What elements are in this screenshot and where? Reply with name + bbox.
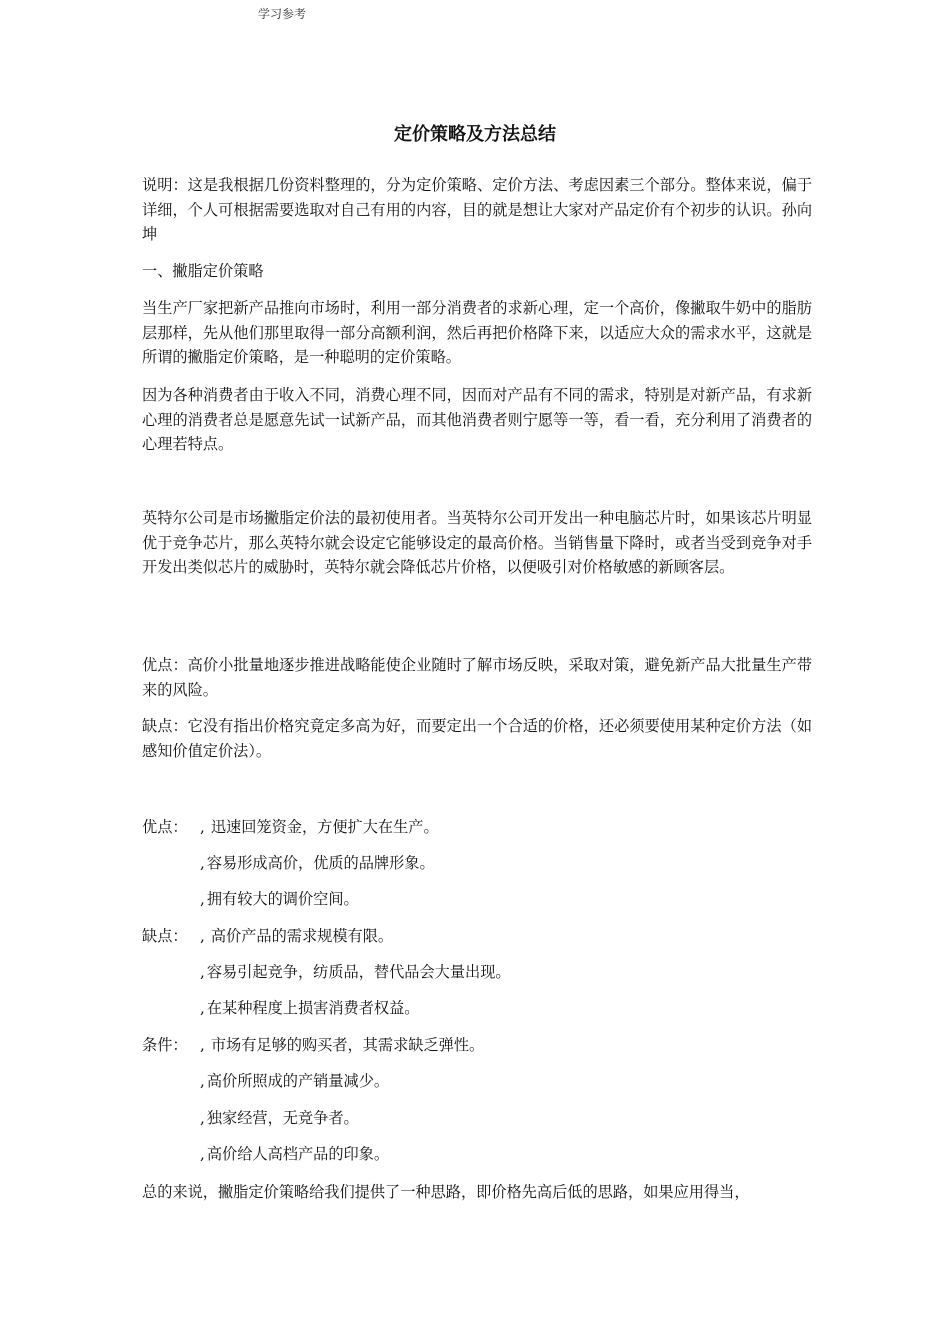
pros-item: 拥有较大的调价空间。 xyxy=(206,890,359,908)
pros-item: 迅速回笼资金，方便扩大在生产。 xyxy=(210,818,439,836)
conditions-label: 条件： xyxy=(142,1036,188,1054)
pros-label: 优点： xyxy=(142,818,188,836)
cons-item: 在某种程度上损害消费者权益。 xyxy=(206,999,420,1017)
list-item xyxy=(142,887,812,911)
cons-item: 高价产品的需求规模有限。 xyxy=(210,927,394,945)
bullet-mark: , xyxy=(200,1109,205,1127)
header-note: 学习参考 xyxy=(258,7,307,21)
bullet-mark: , xyxy=(200,963,205,981)
closing-paragraph: 总的来说，撇脂定价策略给我们提供了一种思路，即价格先高后低的思路，如果应用得当， xyxy=(142,1183,750,1201)
page-title: 定价策略及方法总结 xyxy=(394,124,556,145)
paragraph-disadvantage: 缺点：它没有指出价格究竟定多高为好，而要定出一个合适的价格，还必须要使用某种定价方法（如感知价值定价法）。 xyxy=(142,717,812,760)
paragraph-advantage: 优点：高价小批量地逐步推进战略能使企业随时了解市场反映，采取对策，避免新产品大批量生产带来的风险。 xyxy=(142,656,812,699)
bullet-mark: , xyxy=(200,818,205,836)
conditions-item: 市场有足够的购买者，其需求缺乏弹性。 xyxy=(210,1036,485,1054)
bullet-mark: , xyxy=(200,927,205,945)
list-item xyxy=(142,815,812,839)
list-item xyxy=(142,851,812,875)
list-item xyxy=(142,924,812,948)
intro-paragraph: 说明：这是我根据几份资料整理的，分为定价策略、定价方法、考虑因素三个部分。整体来说，偏于详细，个人可根据需要选取对自己有用的内容，目的就是想让大家对产品定价有个初步的认识。孙向坤 xyxy=(142,176,812,244)
pros-item: 容易形成高价，优质的品牌形象。 xyxy=(206,854,435,872)
list-item xyxy=(142,960,812,984)
bullet-mark: , xyxy=(200,999,205,1017)
list-item xyxy=(142,1106,812,1130)
list-item xyxy=(142,1142,812,1166)
bullet-mark: , xyxy=(200,854,205,872)
cons-label: 缺点： xyxy=(142,927,188,945)
section-heading: 一、撇脂定价策略 xyxy=(142,262,264,280)
list-item xyxy=(142,1033,812,1057)
paragraph-reason: 因为各种消费者由于收入不同，消费心理不同，因而对产品有不同的需求，特别是对新产品，有求新心理的消费者总是愿意先试一试新产品，而其他消费者则宁愿等一等，看一看，充分利用了消费者的心理若特点。 xyxy=(142,386,812,454)
list-item xyxy=(142,996,812,1020)
bullet-mark: , xyxy=(200,1145,205,1163)
list-item xyxy=(142,1069,812,1093)
cons-item: 容易引起竞争，纺质品，替代品会大量出现。 xyxy=(206,963,511,981)
conditions-item: 高价给人高档产品的印象。 xyxy=(206,1145,390,1163)
bullet-mark: , xyxy=(200,890,205,908)
paragraph-definition: 当生产厂家把新产品推向市场时，利用一部分消费者的求新心理，定一个高价，像撇取牛奶中的脂肪层那样，先从他们那里取得一部分高额利润，然后再把价格降下来，以适应大众的需求水平，这就是所谓的撇脂定价策略，是一种聪明的定价策略。 xyxy=(142,299,812,367)
bullet-mark: , xyxy=(200,1036,205,1054)
conditions-item: 高价所照成的产销量减少。 xyxy=(206,1072,390,1090)
bullet-mark: , xyxy=(200,1072,205,1090)
conditions-item: 独家经营，无竞争者。 xyxy=(206,1109,359,1127)
paragraph-intel-example: 英特尔公司是市场撇脂定价法的最初使用者。当英特尔公司开发出一种电脑芯片时，如果该芯片明显优于竞争芯片，那么英特尔就会设定它能够设定的最高价格。当销售量下降时，或者当受到竞争对手开发出类似芯片的威胁时，英特尔就会降低芯片价格，以便吸引对价格敏感的新顾客层。 xyxy=(142,509,812,577)
